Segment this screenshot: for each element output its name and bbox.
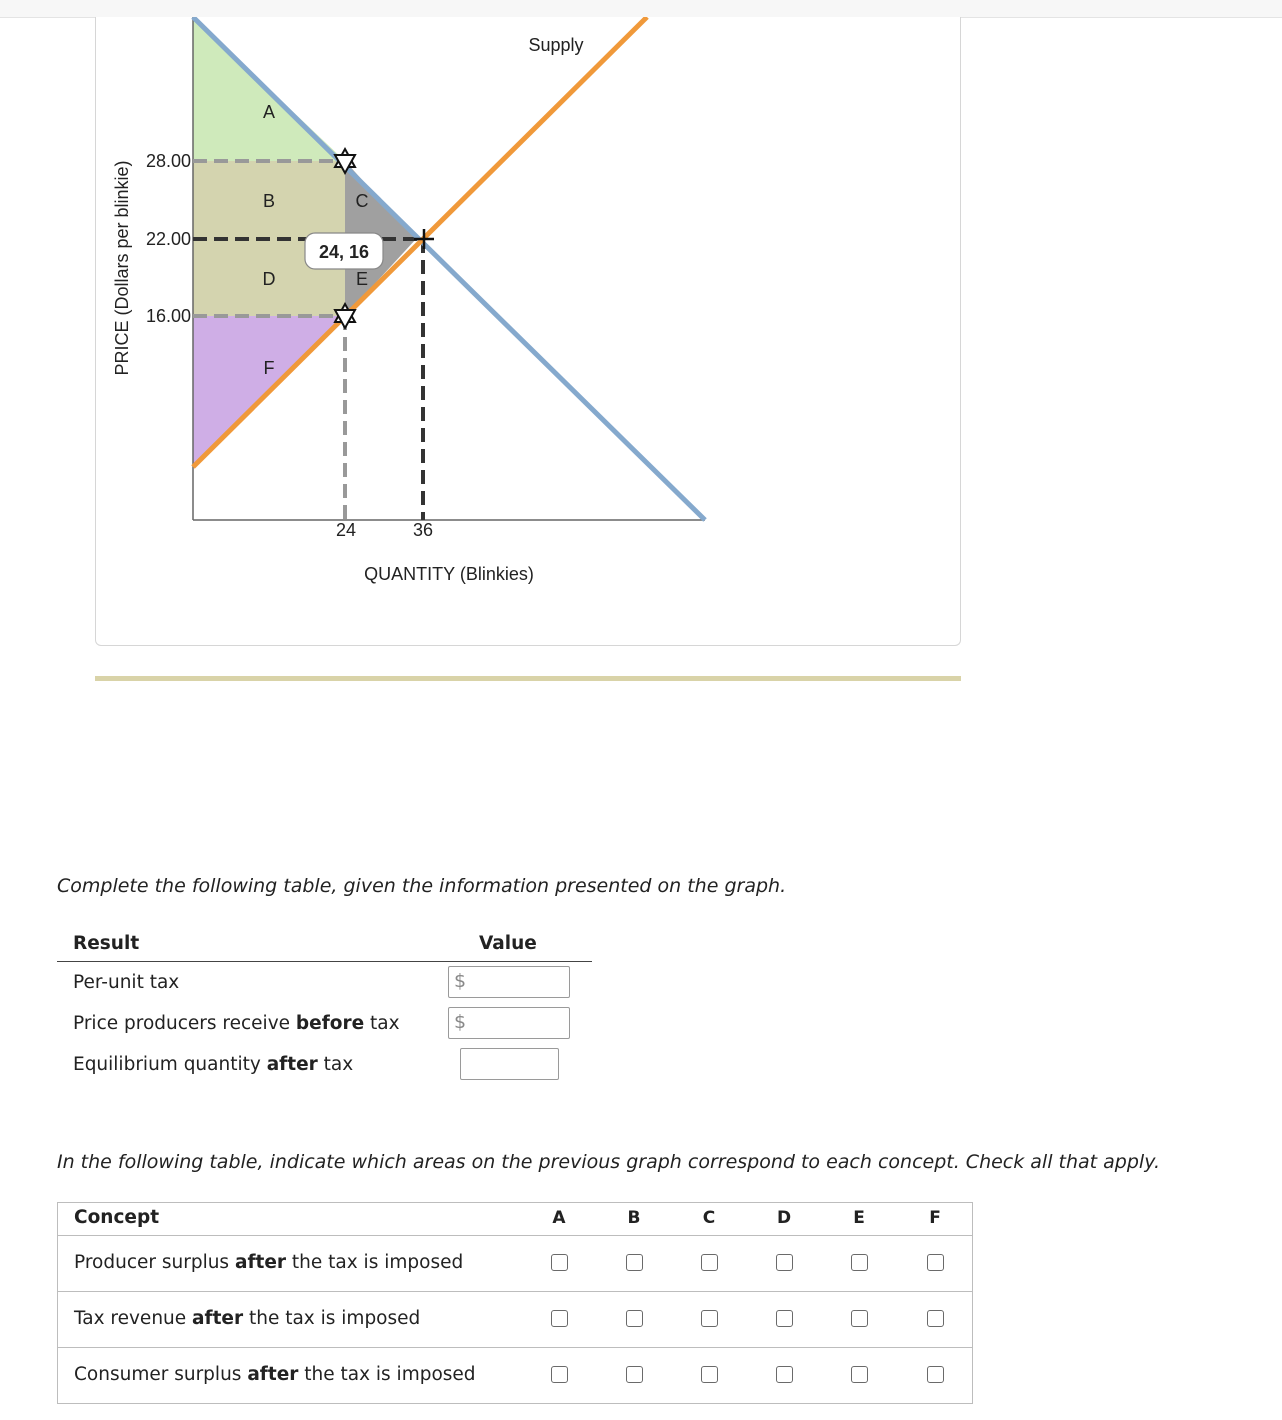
- table-row: [58, 1292, 972, 1348]
- results-table: [57, 930, 592, 1085]
- checkbox-consumer-surplus-e[interactable]: [851, 1366, 868, 1383]
- checkbox-consumer-surplus-d[interactable]: [776, 1366, 793, 1383]
- y-axis-title: PRICE (Dollars per blinkie): [112, 160, 132, 376]
- table-row: [58, 1236, 972, 1292]
- checkbox-consumer-surplus-a[interactable]: [551, 1366, 568, 1383]
- results-table-header: [57, 930, 592, 962]
- currency-symbol: $: [454, 1011, 467, 1033]
- x-tick-label-36: 36: [412, 520, 434, 540]
- concept-label-producer-surplus: [74, 1252, 463, 1273]
- label-emphasis: before: [295, 1013, 365, 1034]
- checkbox-tax-revenue-c[interactable]: [701, 1310, 718, 1327]
- y-tick-label-28: 28.00: [145, 151, 191, 171]
- checkbox-tax-revenue-d[interactable]: [776, 1310, 793, 1327]
- label-emphasis: after: [266, 1054, 318, 1075]
- column-header-e: E: [853, 1208, 865, 1228]
- label-emphasis: after: [247, 1364, 299, 1385]
- area-label-d: D: [262, 269, 276, 289]
- x-axis-title: QUANTITY (Blinkies): [364, 564, 534, 584]
- column-header-d: D: [776, 1208, 792, 1228]
- y-tick-label-16: 16.00: [145, 306, 191, 326]
- y-tick-label-22: 22.00: [145, 229, 191, 249]
- checkbox-consumer-surplus-b[interactable]: [626, 1366, 643, 1383]
- checkbox-producer-surplus-d[interactable]: [776, 1254, 793, 1271]
- column-header-f: F: [929, 1208, 941, 1228]
- concept-label-tax-revenue: [74, 1308, 420, 1329]
- label-text: Tax revenue: [74, 1308, 193, 1329]
- area-label-a: A: [262, 102, 276, 122]
- table-row: [58, 1348, 972, 1403]
- price-before-tax-input[interactable]: [448, 1007, 570, 1039]
- label-text: the tax is imposed: [298, 1364, 476, 1385]
- x-tick-label-24: 24: [335, 520, 357, 540]
- checkbox-tax-revenue-f[interactable]: [927, 1310, 944, 1327]
- table2-instructions: In the following table, indicate which areas on the previous graph correspond to each concept. Check all that apply.: [57, 1151, 1161, 1173]
- checkbox-producer-surplus-c[interactable]: [701, 1254, 718, 1271]
- checkbox-tax-revenue-e[interactable]: [851, 1310, 868, 1327]
- column-header-a: A: [552, 1208, 566, 1228]
- row-label-price-before-tax: [73, 1013, 400, 1034]
- checkbox-producer-surplus-a[interactable]: [551, 1254, 568, 1271]
- table1-instructions: Complete the following table, given the information presented on the graph.: [57, 875, 787, 897]
- label-text: Producer surplus: [74, 1252, 235, 1273]
- label-text: the tax is imposed: [243, 1308, 421, 1329]
- area-label-b: B: [262, 191, 276, 211]
- checkbox-tax-revenue-b[interactable]: [626, 1310, 643, 1327]
- column-header-b: B: [627, 1208, 641, 1228]
- label-text: the tax is imposed: [286, 1252, 464, 1273]
- area-label-c: C: [355, 191, 369, 211]
- graph-panel: [95, 17, 961, 646]
- header-concept: Concept: [74, 1207, 160, 1228]
- checkbox-producer-surplus-f[interactable]: [927, 1254, 944, 1271]
- row-label-per-unit-tax: Per-unit tax: [73, 972, 180, 993]
- concept-label-consumer-surplus: [74, 1364, 476, 1385]
- area-label-f: F: [263, 358, 275, 378]
- table-row: [57, 962, 592, 1003]
- header-value: Value: [479, 933, 537, 954]
- concept-table: [57, 1202, 973, 1404]
- label-text: Price producers receive: [73, 1013, 296, 1034]
- checkbox-tax-revenue-a[interactable]: [551, 1310, 568, 1327]
- quantity-after-tax-input[interactable]: [460, 1048, 559, 1080]
- currency-symbol: $: [454, 970, 467, 992]
- tax-graph: [96, 17, 960, 645]
- label-text: Consumer surplus: [74, 1364, 248, 1385]
- header-result: Result: [73, 933, 140, 954]
- label-text: Equilibrium quantity: [73, 1054, 267, 1075]
- table-row: [57, 1003, 592, 1044]
- section-divider: [95, 676, 961, 681]
- column-header-c: C: [702, 1208, 716, 1228]
- label-emphasis: after: [192, 1308, 244, 1329]
- checkbox-producer-surplus-b[interactable]: [626, 1254, 643, 1271]
- point-label: 24, 16: [318, 242, 370, 262]
- label-text: tax: [364, 1013, 400, 1034]
- concept-table-header: [58, 1203, 972, 1236]
- label-emphasis: after: [234, 1252, 287, 1273]
- label-text: tax: [317, 1054, 354, 1075]
- supply-label: Supply: [528, 35, 584, 55]
- table-row: [57, 1044, 592, 1085]
- top-bar: [0, 0, 1282, 18]
- row-label-quantity-after-tax: [73, 1054, 353, 1075]
- per-unit-tax-input[interactable]: [448, 966, 570, 998]
- checkbox-producer-surplus-e[interactable]: [851, 1254, 868, 1271]
- checkbox-consumer-surplus-f[interactable]: [927, 1366, 944, 1383]
- checkbox-consumer-surplus-c[interactable]: [701, 1366, 718, 1383]
- area-label-e: E: [355, 269, 369, 289]
